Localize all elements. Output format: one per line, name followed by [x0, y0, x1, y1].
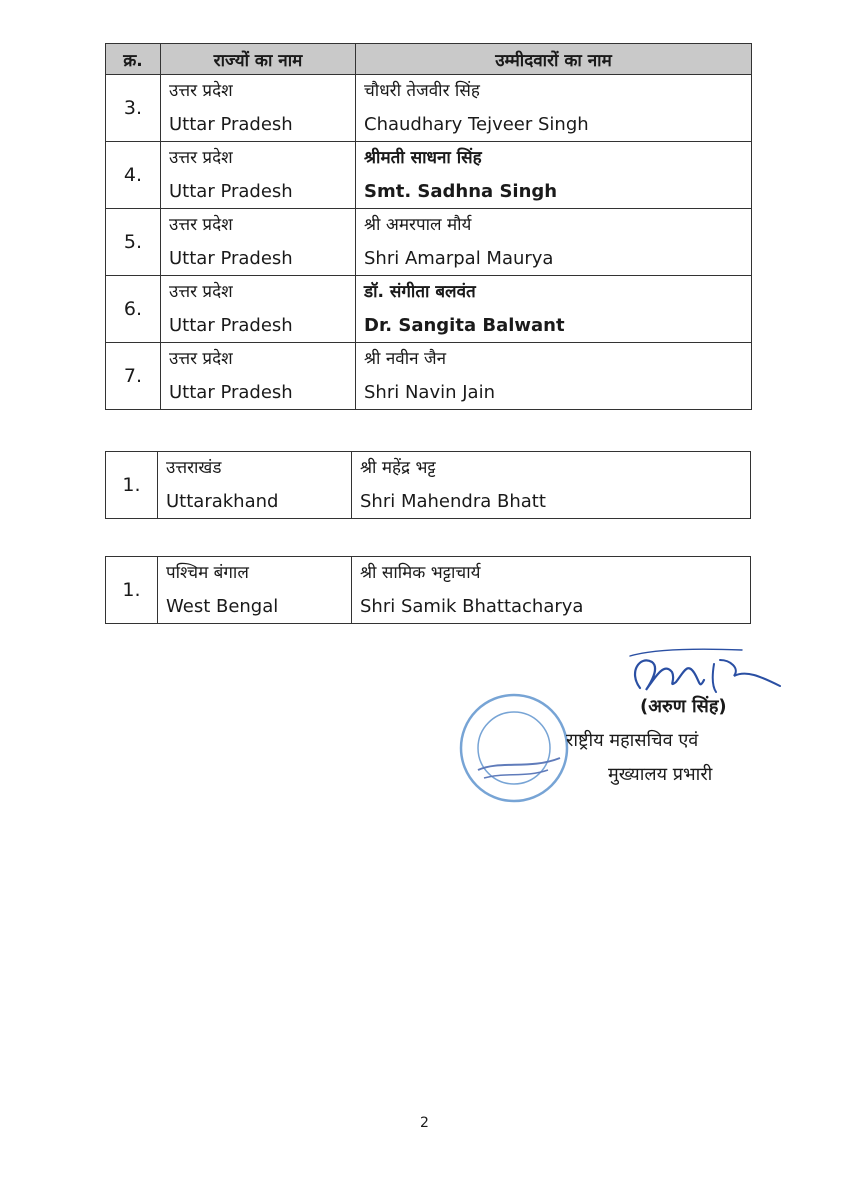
state-name-hindi: उत्तर प्रदेश	[169, 81, 233, 101]
row-serial: 4.	[106, 142, 161, 209]
state-name-hindi: उत्तर प्रदेश	[169, 282, 233, 302]
row-serial: 7.	[106, 343, 161, 410]
row-serial: 1.	[106, 452, 158, 519]
signatory-name: (अरुण सिंह)	[640, 696, 727, 717]
candidate-name-english: Smt. Sadhna Singh	[364, 181, 558, 202]
state-name-hindi: उत्तर प्रदेश	[169, 148, 233, 168]
state-name-english: Uttar Pradesh	[169, 181, 293, 202]
state-name-english: Uttarakhand	[166, 491, 279, 512]
candidate-name-english: Chaudhary Tejveer Singh	[364, 114, 589, 135]
row-serial: 1.	[106, 557, 158, 624]
row-serial: 3.	[106, 75, 161, 142]
state-name-hindi: पश्चिम बंगाल	[166, 563, 249, 583]
state-name-hindi: उत्तराखंड	[166, 458, 222, 478]
signatory-designation-line2: मुख्यालय प्रभारी	[608, 764, 713, 785]
row-serial: 6.	[106, 276, 161, 343]
header-state-name: राज्यों का नाम	[161, 44, 356, 75]
state-name-english: Uttar Pradesh	[169, 114, 293, 135]
state-name-hindi: उत्तर प्रदेश	[169, 349, 233, 369]
state-name-english: Uttar Pradesh	[169, 382, 293, 403]
state-name-english: Uttar Pradesh	[169, 315, 293, 336]
candidate-name-english: Shri Amarpal Maurya	[364, 248, 554, 269]
candidate-name-english: Shri Navin Jain	[364, 382, 495, 403]
candidate-name-hindi: श्री अमरपाल मौर्य	[364, 215, 472, 235]
state-name-english: West Bengal	[166, 596, 279, 617]
candidate-name-hindi: श्रीमती साधना सिंह	[364, 148, 482, 168]
candidate-name-hindi: श्री महेंद्र भट्ट	[360, 458, 436, 478]
handwritten-signature	[630, 649, 780, 692]
candidate-name-english: Shri Mahendra Bhatt	[360, 491, 546, 512]
header-serial: क्र.	[106, 44, 161, 75]
candidate-name-hindi: डॉ. संगीता बलवंत	[364, 282, 476, 302]
party-stamp	[461, 695, 567, 801]
state-name-english: Uttar Pradesh	[169, 248, 293, 269]
state-name-hindi: उत्तर प्रदेश	[169, 215, 233, 235]
page-number: 2	[420, 1115, 429, 1131]
signatory-designation-line1: राष्ट्रीय महासचिव एवं	[566, 730, 699, 751]
row-serial: 5.	[106, 209, 161, 276]
candidate-name-hindi: श्री सामिक भट्टाचार्य	[360, 563, 481, 583]
candidate-name-english: Shri Samik Bhattacharya	[360, 596, 584, 617]
candidate-name-hindi: श्री नवीन जैन	[364, 349, 447, 369]
header-candidate-name: उम्मीदवारों का नाम	[356, 44, 752, 75]
candidate-name-hindi: चौधरी तेजवीर सिंह	[364, 81, 480, 101]
candidate-name-english: Dr. Sangita Balwant	[364, 315, 565, 336]
